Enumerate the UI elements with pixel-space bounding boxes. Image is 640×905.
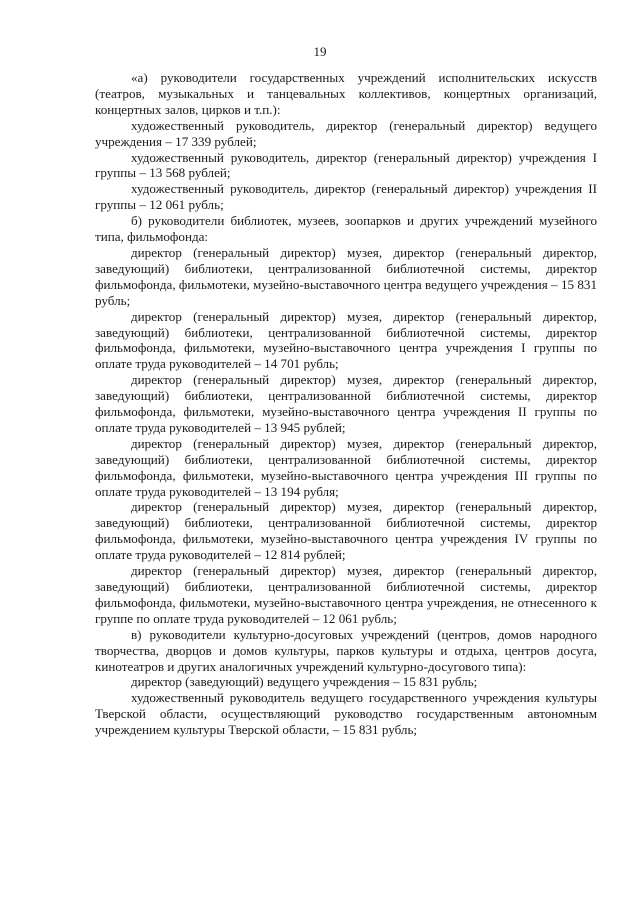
paragraph-c-item-1: директор (заведующий) ведущего учреждения – 15 831 рубль;: [131, 674, 478, 690]
paragraph-b-item-4: директор (генеральный директор) музея, директор (генеральный директор, заведующий) библиотеки, централизованной библиотечной системы, директор фильмофонда, фильмотеки, музейно-выставочного центра учреждения III группы по оплате труда руководителей – 13 194 рубля;: [95, 435, 597, 499]
paragraph-a-item-3: художественный руководитель, директор (генеральный директор) учреждения II группы – 12 061 рубль;: [95, 181, 597, 213]
paragraph-a-intro: «а) руководители государственных учреждений исполнительских искусств (театров, музыкальных и танцевальных коллективов, концертных организаций, концертных залов, цирков и т.п.):: [95, 70, 597, 117]
paragraph-b-item-6: директор (генеральный директор) музея, директор (генеральный директор, заведующий) библиотеки, централизованной библиотечной системы, директор фильмофонда, фильмотеки, музейно-выставочного центра учреждения, не отнесенного к группе по оплате труда руководителей – 12 061 рубль;: [95, 563, 597, 626]
paragraph-b-item-3: директор (генеральный директор) музея, директор (генеральный директор, заведующий) библиотеки, централизованной библиотечной системы, директор фильмофонда, фильмотеки, музейно-выставочного центра учреждения II группы по оплате труда руководителей – 13 945 рублей;: [95, 372, 597, 435]
document-body: [95, 70, 597, 738]
paragraph-b-item-2: директор (генеральный директор) музея, директор (генеральный директор, заведующий) библиотеки, централизованной библиотечной системы, директор фильмофонда, фильмотеки, музейно-выставочного центра учреждения I группы по оплате труда руководителей – 14 701 рубль;: [95, 308, 597, 372]
page-number: 19: [313, 44, 327, 59]
paragraph-b-intro: б) руководители библиотек, музеев, зоопарков и других учреждений музейного типа, фильмофонда:: [95, 213, 597, 245]
paragraph-c-intro: в) руководители культурно-досуговых учреждений (центров, домов народного творчества, дворцов и домов культуры, парков культуры и отдыха, центров досуга, кинотеатров и других аналогичных учреждений культурно-досугового типа):: [95, 626, 597, 674]
paragraph-a-item-1: художественный руководитель, директор (генеральный директор) ведущего учреждения – 17 339 рублей;: [95, 117, 597, 149]
paragraph-a-item-2: художественный руководитель, директор (генеральный директор) учреждения I группы – 13 568 рублей;: [95, 149, 597, 181]
paragraph-b-item-1: директор (генеральный директор) музея, директор (генеральный директор, заведующий) библиотеки, централизованной библиотечной системы, директор фильмофонда, фильмотеки, музейно-выставочного центра ведущего учреждения – 15 831 рубль;: [95, 244, 597, 308]
paragraph-c-item-2: художественный руководитель ведущего государственного учреждения культуры Тверской области, осуществляющий руководство государственным автономным учреждением культуры Тверской области, – 15 831 рубль;: [95, 690, 597, 738]
paragraph-b-item-5: директор (генеральный директор) музея, директор (генеральный директор, заведующий) библиотеки, централизованной библиотечной системы, директор фильмофонда, фильмотеки, музейно-выставочного центра учреждения IV группы по оплате труда руководителей – 12 814 рублей;: [95, 499, 597, 563]
